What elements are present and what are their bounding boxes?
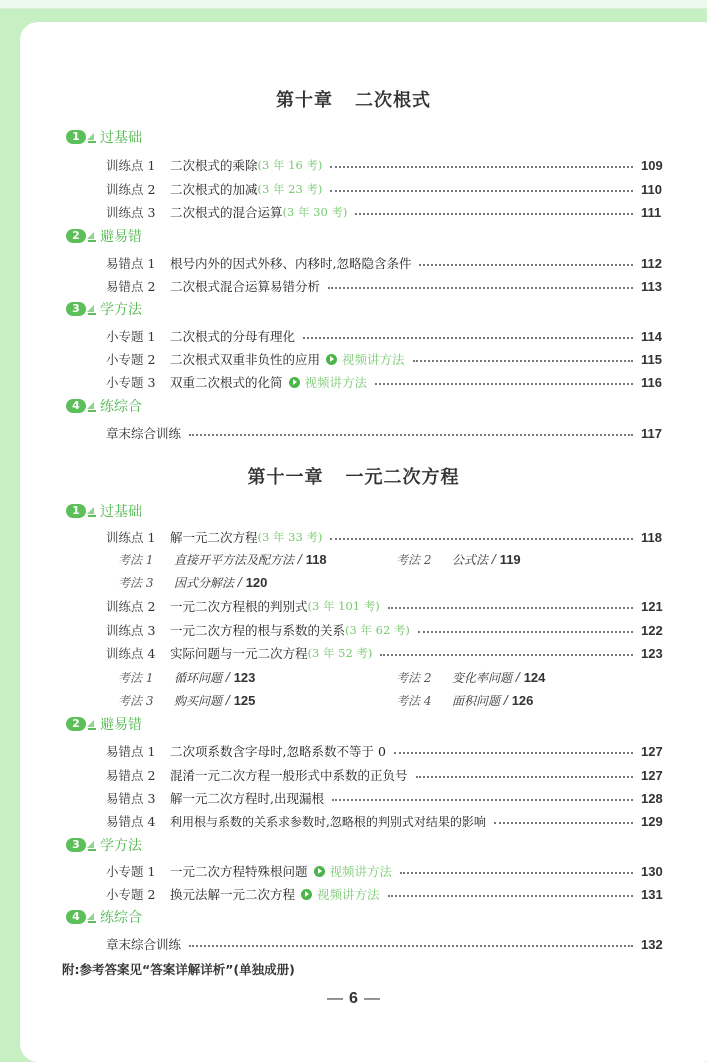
dot-leader <box>330 190 633 192</box>
entry-title: 双重二次根式的化简 <box>170 375 283 390</box>
method-label: 考法 1 <box>118 670 154 685</box>
entry-title: 利用根与系数的关系求参数时,忽略根的判别式对结果的影响 <box>170 814 486 829</box>
method-label: 考法 3 <box>118 693 154 708</box>
toc-entry[interactable] <box>106 811 667 831</box>
method-page: 125 <box>233 692 256 708</box>
toc-entry[interactable] <box>106 276 667 296</box>
pencil-icon <box>87 399 97 413</box>
entry-title: 章末综合训练 <box>106 426 182 441</box>
dot-leader <box>375 383 633 385</box>
video-method-link[interactable] <box>314 862 393 880</box>
page-number: 132 <box>641 936 663 952</box>
method-entry[interactable]: 考法 2 公式法 / 119 <box>396 551 521 567</box>
toc-entry[interactable] <box>106 765 667 785</box>
section-label: 学方法 <box>100 302 142 318</box>
entry-code: 易错点 2 <box>106 768 156 783</box>
method-entry[interactable]: 考法 4 面积问题 / 126 <box>396 692 534 708</box>
play-icon <box>314 866 325 877</box>
method-title: 循环问题 <box>174 670 223 685</box>
page-number: 115 <box>641 351 662 367</box>
section-header-methods <box>66 835 142 855</box>
section-label: 练综合 <box>100 399 142 415</box>
page-number: 129 <box>641 813 663 829</box>
entry-title: 解一元二次方程时,出现漏根 <box>170 791 324 806</box>
page-number: 114 <box>641 328 662 344</box>
page-number: 127 <box>641 743 663 759</box>
entry-title: 二次根式混合运算易错分析 <box>170 279 321 294</box>
section-header-methods <box>66 299 142 319</box>
entry-code: 易错点 2 <box>106 279 156 294</box>
page-number: 127 <box>641 767 663 783</box>
entry-title: 二次根式的乘除 <box>170 158 258 173</box>
page-number: 123 <box>641 645 663 661</box>
toc-entry[interactable] <box>106 620 667 640</box>
exam-frequency: (3 年 101 考) <box>307 599 380 613</box>
entry-title: 二次根式的混合运算 <box>170 205 283 220</box>
entry-code: 小专题 2 <box>106 352 156 367</box>
section-header-avoid-errors <box>66 226 142 246</box>
dot-leader <box>419 264 633 266</box>
section-header-basics <box>66 501 142 521</box>
dot-leader <box>380 654 633 656</box>
page-number: 113 <box>641 278 662 294</box>
dot-leader <box>328 287 633 289</box>
method-entry[interactable]: 考法 3 因式分解法 / 120 <box>118 574 268 590</box>
entry-code: 训练点 4 <box>106 646 156 661</box>
toc-entry[interactable] <box>106 643 667 663</box>
entry-code: 训练点 2 <box>106 599 156 614</box>
dot-leader <box>189 434 633 436</box>
play-icon <box>326 354 337 365</box>
section-header-comprehensive <box>66 396 142 416</box>
appendix-note: 附:参考答案见“答案详解详析”(单独成册) <box>62 962 295 977</box>
dash-left: — <box>327 990 344 1007</box>
method-label: 考法 4 <box>396 693 432 708</box>
method-page: 126 <box>511 692 534 708</box>
top-strip <box>0 0 707 9</box>
video-label: 视频讲方法 <box>317 887 380 902</box>
method-page: 123 <box>233 669 256 685</box>
method-label: 考法 2 <box>396 670 432 685</box>
dot-leader <box>189 945 633 947</box>
video-label: 视频讲方法 <box>329 864 393 879</box>
method-title: 直接开平方法及配方法 <box>174 552 295 567</box>
toc-entry[interactable] <box>106 934 667 954</box>
section-label: 避易错 <box>100 717 142 733</box>
entry-code: 训练点 3 <box>106 623 156 638</box>
play-icon <box>301 889 312 900</box>
pencil-icon <box>87 130 97 144</box>
method-page: 124 <box>523 669 546 685</box>
entry-title: 二次根式双重非负性的应用 <box>170 352 321 367</box>
section-label: 过基础 <box>100 504 142 520</box>
toc-entry[interactable] <box>106 253 667 273</box>
section-number-badge: 4 <box>66 910 86 924</box>
toc-entry[interactable] <box>106 596 667 616</box>
pencil-icon <box>87 838 97 852</box>
play-icon <box>289 377 300 388</box>
entry-code: 易错点 3 <box>106 791 156 806</box>
chapter-name: 一元二次方程 <box>345 467 460 488</box>
entry-code: 小专题 1 <box>106 329 156 344</box>
dot-leader <box>416 776 633 778</box>
exam-frequency: (3 年 52 考) <box>307 646 373 660</box>
entry-title: 根号内外的因式外移、内移时,忽略隐含条件 <box>170 256 412 271</box>
toc-entry[interactable] <box>106 423 667 443</box>
chapter-name: 二次根式 <box>355 90 431 111</box>
toc-entry[interactable] <box>106 155 667 175</box>
video-method-link[interactable] <box>289 373 368 391</box>
dot-leader <box>330 166 633 168</box>
method-label: 考法 1 <box>118 552 154 567</box>
entry-code: 训练点 2 <box>106 182 156 197</box>
method-title: 购买问题 <box>174 693 223 708</box>
section-header-comprehensive <box>66 907 142 927</box>
video-label: 视频讲方法 <box>342 352 405 367</box>
method-entry[interactable]: 考法 1 直接开平方法及配方法 / 118 <box>118 551 327 567</box>
dot-leader <box>413 360 633 362</box>
section-number-badge: 1 <box>66 504 86 518</box>
page-number: 117 <box>641 425 662 441</box>
toc-entry[interactable] <box>106 202 667 222</box>
video-method-link[interactable] <box>326 350 405 368</box>
page-number: 131 <box>641 886 663 902</box>
section-label: 学方法 <box>100 838 142 854</box>
dot-leader <box>388 895 633 897</box>
page-number-value: 6 <box>349 990 358 1007</box>
dash-right: — <box>363 990 380 1007</box>
chapter-number: 第十章 <box>276 90 333 111</box>
section-label: 练综合 <box>100 910 142 926</box>
exam-frequency: (3 年 62 考) <box>345 623 410 637</box>
page-number: 111 <box>641 204 662 220</box>
toc-entry[interactable] <box>106 527 667 547</box>
section-label: 过基础 <box>100 130 142 146</box>
entry-code: 训练点 1 <box>106 158 156 173</box>
video-label: 视频讲方法 <box>304 375 368 390</box>
method-entry[interactable]: 考法 2 变化率问题 / 124 <box>396 669 546 685</box>
dot-leader <box>418 631 633 633</box>
pencil-icon <box>87 302 97 316</box>
entry-title: 二次根式的分母有理化 <box>170 329 296 344</box>
dot-leader <box>303 337 633 339</box>
toc-entry[interactable] <box>106 884 667 904</box>
page-number: 110 <box>641 181 662 197</box>
section-header-basics <box>66 127 142 147</box>
toc-entry[interactable] <box>106 372 667 392</box>
method-title: 变化率问题 <box>452 670 513 685</box>
entry-code: 小专题 2 <box>106 887 156 902</box>
toc-entry[interactable] <box>106 326 667 346</box>
exam-frequency: (3 年 16 考) <box>257 158 323 172</box>
section-number-badge: 4 <box>66 399 86 413</box>
page-number: 112 <box>641 255 662 271</box>
method-page: 119 <box>499 551 521 567</box>
entry-title: 换元法解一元二次方程 <box>170 887 296 902</box>
toc-entry[interactable] <box>106 741 667 761</box>
method-title: 面积问题 <box>452 693 501 708</box>
page-number: 118 <box>641 529 662 545</box>
dot-leader <box>400 872 633 874</box>
entry-title: 一元二次方程特殊根问题 <box>170 864 308 879</box>
chapter-title <box>0 463 707 489</box>
entry-title: 实际问题与一元二次方程 <box>170 646 308 661</box>
pencil-icon <box>87 229 97 243</box>
entry-code: 易错点 4 <box>106 814 156 829</box>
entry-title: 章末综合训练 <box>106 937 182 952</box>
entry-code: 小专题 1 <box>106 864 156 879</box>
chapter-title <box>0 86 707 112</box>
method-label: 考法 3 <box>118 575 154 590</box>
entry-title: 一元二次方程的根与系数的关系 <box>170 623 346 638</box>
entry-code: 小专题 3 <box>106 375 156 390</box>
section-header-avoid-errors <box>66 714 142 734</box>
entry-code: 训练点 3 <box>106 205 156 220</box>
entry-title: 二次根式的加减 <box>170 182 258 197</box>
dot-leader <box>332 799 633 801</box>
method-title: 公式法 <box>452 552 489 567</box>
section-number-badge: 3 <box>66 302 86 316</box>
toc-entry[interactable] <box>106 349 667 369</box>
section-number-badge: 2 <box>66 229 86 243</box>
entry-title: 解一元二次方程 <box>170 530 258 545</box>
method-title: 因式分解法 <box>174 575 235 590</box>
pencil-icon <box>87 910 97 924</box>
entry-code: 训练点 1 <box>106 530 156 545</box>
exam-frequency: (3 年 33 考) <box>257 530 323 544</box>
method-page: 118 <box>305 551 327 567</box>
pencil-icon <box>87 717 97 731</box>
exam-frequency: (3 年 30 考) <box>282 205 348 219</box>
toc-entry[interactable] <box>106 788 667 808</box>
method-entry[interactable]: 考法 3 购买问题 / 125 <box>118 692 256 708</box>
page-number: 116 <box>641 374 662 390</box>
dot-leader <box>388 607 633 609</box>
page-number: 128 <box>641 790 663 806</box>
page-number: 121 <box>641 598 663 614</box>
page-number: 130 <box>641 863 663 879</box>
section-label: 避易错 <box>100 229 142 245</box>
video-method-link[interactable] <box>301 885 380 903</box>
entry-title: 混淆一元二次方程一般形式中系数的正负号 <box>170 768 408 783</box>
page-footer <box>0 990 707 1008</box>
pencil-icon <box>87 504 97 518</box>
dot-leader <box>330 538 633 540</box>
toc-entry[interactable] <box>106 861 667 881</box>
method-entry[interactable]: 考法 1 循环问题 / 123 <box>118 669 256 685</box>
section-number-badge: 1 <box>66 130 86 144</box>
toc-entry[interactable] <box>106 179 667 199</box>
chapter-number: 第十一章 <box>247 467 324 488</box>
dot-leader <box>355 213 633 215</box>
page-number: 122 <box>641 622 663 638</box>
method-label: 考法 2 <box>396 552 432 567</box>
dot-leader <box>394 752 633 754</box>
method-page: 120 <box>245 574 268 590</box>
page-number: 109 <box>641 157 663 173</box>
entry-title: 二次项系数含字母时,忽略系数不等于 0 <box>170 744 386 759</box>
entry-code: 易错点 1 <box>106 744 156 759</box>
entry-code: 易错点 1 <box>106 256 156 271</box>
dot-leader <box>494 822 633 824</box>
section-number-badge: 2 <box>66 717 86 731</box>
exam-frequency: (3 年 23 考) <box>257 182 323 196</box>
section-number-badge: 3 <box>66 838 86 852</box>
entry-title: 一元二次方程根的判别式 <box>170 599 308 614</box>
